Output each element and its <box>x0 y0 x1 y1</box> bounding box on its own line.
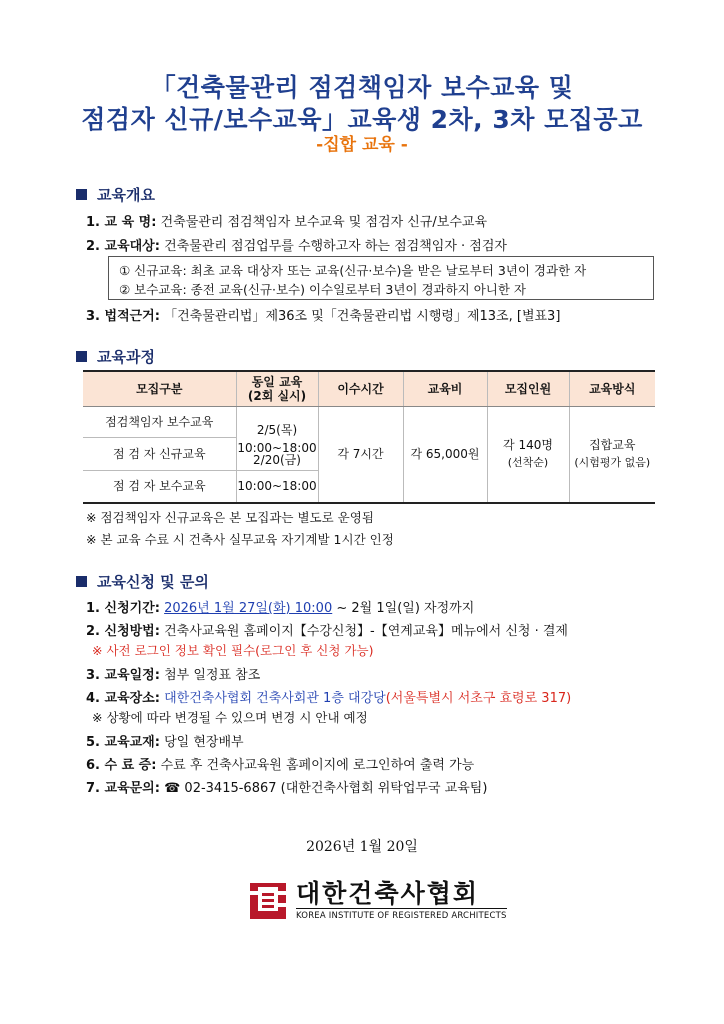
apply-item-2-note: ※ 사전 로그인 정보 확인 필수(로그인 후 신청 가능) <box>92 643 374 658</box>
overview-item-3: 3. 법적근거: 「건축물관리법」제36조 및「건축물관리법 시행령」제13조, [별표3] <box>86 309 561 324</box>
course-table-header <box>83 371 655 407</box>
date1-cell: 2/5(목) 10:00~18:00 <box>236 407 318 471</box>
table-row <box>83 407 655 438</box>
course-group-cell: 점검책임자 보수교육 <box>105 415 214 429</box>
date2-cell: 2/20(금) 10:00~18:00 <box>236 471 318 503</box>
page-title-line2: 점검자 신규/보수교육」교육생 2차, 3차 모집공고 <box>81 105 643 134</box>
square-bullet-icon <box>76 189 87 200</box>
header-group: 모집구분 <box>83 371 236 407</box>
header-fee: 교육비 <box>403 371 487 407</box>
apply-item-4-note: ※ 상황에 따라 변경될 수 있으며 변경 시 안내 예정 <box>92 710 368 725</box>
square-bullet-icon <box>76 576 87 587</box>
square-bullet-icon <box>76 351 87 362</box>
method-cell: 집합교육 (시험평가 없음) <box>569 407 655 503</box>
kira-emblem-icon <box>248 881 288 921</box>
target-definition-line1: ① 신규교육: 최초 교육 대상자 또는 교육(신규·보수)을 받은 날로부터 3년이 경과한 자 <box>119 263 587 278</box>
capacity-cell: 각 140명 (선착순) <box>487 407 569 503</box>
page-title-line1: 「건축물관리 점검책임자 보수교육 및 <box>150 73 574 102</box>
overview-item-1: 1. 교 육 명: 건축물관리 점검책임자 보수교육 및 점검자 신규/보수교육 <box>86 215 488 230</box>
kira-logo <box>248 880 507 921</box>
course-note-2: ※ 본 교육 수료 시 건축사 실무교육 자기계발 1시간 인정 <box>86 532 394 547</box>
section-overview-heading: 교육개요 <box>76 184 155 205</box>
section-apply-heading: 교육신청 및 문의 <box>76 571 209 592</box>
apply-item-5: 5. 교육교재: 당일 현장배부 <box>86 735 244 750</box>
course-table <box>83 370 655 504</box>
header-date: 동일 교육 (2회 실시) <box>236 371 318 407</box>
section-course-heading: 교육과정 <box>76 346 155 367</box>
header-method: 교육방식 <box>569 371 655 407</box>
fee-cell: 각 65,000원 <box>403 407 487 503</box>
apply-item-7: 7. 교육문의: ☎ 02-3415-6867 (대한건축사협회 위탁업무국 교육팀) <box>86 781 488 796</box>
apply-item-4: 4. 교육장소: 대한건축사협회 건축사회관 1층 대강당(서울특별시 서초구 효령로 317) <box>86 691 572 706</box>
hours-cell: 각 7시간 <box>318 407 403 503</box>
header-capacity: 모집인원 <box>487 371 569 407</box>
logo-english-name: KOREA INSTITUTE OF REGISTERED ARCHITECTS <box>296 908 507 921</box>
apply-item-6: 6. 수 료 증: 수료 후 건축사교육원 홈페이지에 로그인하여 출력 가능 <box>86 758 475 773</box>
logo-korean-name: 대한건축사협회 <box>296 879 480 908</box>
header-hours: 이수시간 <box>318 371 403 407</box>
target-definition-box <box>108 256 654 300</box>
course-group-cell: 점 검 자 보수교육 <box>83 471 236 503</box>
page-subtitle: -집합 교육 - <box>316 135 408 155</box>
announcement-date: 2026년 1월 20일 <box>306 839 418 855</box>
apply-item-2: 2. 신청방법: 건축사교육원 홈페이지【수강신청】-【연계교육】메뉴에서 신청 · 결제 <box>86 624 568 639</box>
apply-item-3: 3. 교육일정: 첨부 일정표 참조 <box>86 668 261 683</box>
apply-item-1: 1. 신청기간: 2026년 1월 27일(화) 10:00 ~ 2월 1일(일) 자정까지 <box>86 601 475 616</box>
course-group-cell: 점 검 자 신규교육 <box>83 438 236 471</box>
target-definition-line2: ② 보수교육: 종전 교육(신규·보수) 이수일로부터 3년이 경과하지 아니한 자 <box>119 282 526 297</box>
course-note-1: ※ 점검책임자 신규교육은 본 모집과는 별도로 운영됨 <box>86 510 374 525</box>
overview-item-2: 2. 교육대상: 건축물관리 점검업무를 수행하고자 하는 점검책임자 · 점검자 <box>86 239 507 254</box>
